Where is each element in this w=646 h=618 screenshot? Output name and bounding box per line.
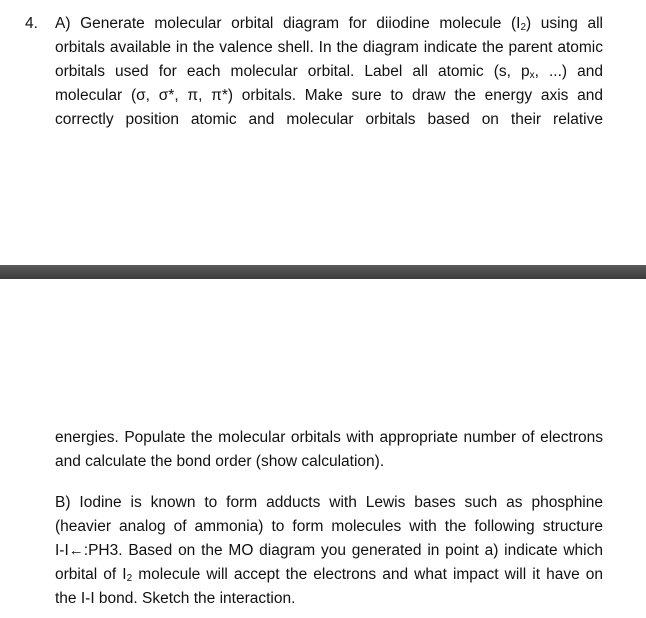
part-a-line-6: energies. Populate the molecular orbitals with appropriate number of electrons — [55, 429, 603, 446]
part-a-line-5: correctly position atomic and molecular orbitals based on their relative — [55, 111, 603, 128]
part-a-line-1: A) Generate molecular orbital diagram for diiodine molecule $(I_2)$ using all — [55, 15, 603, 33]
part-b-line-1: B) Iodine is known to form adducts with Lewis bases such as phosphine — [55, 494, 603, 511]
part-b-line-2: (heavier analog of ammonia) to form molecules with the following structure — [55, 518, 603, 535]
page-divider — [0, 265, 646, 279]
part-a-line-4: molecular (σ, σ*, π, π*) orbitals. Make sure to draw the energy axis and — [55, 87, 603, 104]
part-b-line-5: the I-I bond. Sketch the interaction. — [55, 590, 296, 607]
part-a-line-3: orbitals used for each molecular orbital. Label all atomic (s, $p_x$, ...) and — [55, 63, 603, 81]
left-arrow-icon: ← — [68, 542, 84, 559]
question-number: 4. — [25, 15, 38, 32]
part-a-line-7: and calculate the bond order (show calculation). — [55, 453, 385, 470]
part-b-line-3: I-I←:PH3. Based on the MO diagram you generated in point a) indicate which — [55, 542, 603, 559]
part-a-line-2: orbitals available in the valence shell. In the diagram indicate the parent atomic — [55, 39, 603, 56]
part-b-line-4: orbital of $I_2$ molecule will accept the electrons and what impact will it have on — [55, 566, 603, 584]
